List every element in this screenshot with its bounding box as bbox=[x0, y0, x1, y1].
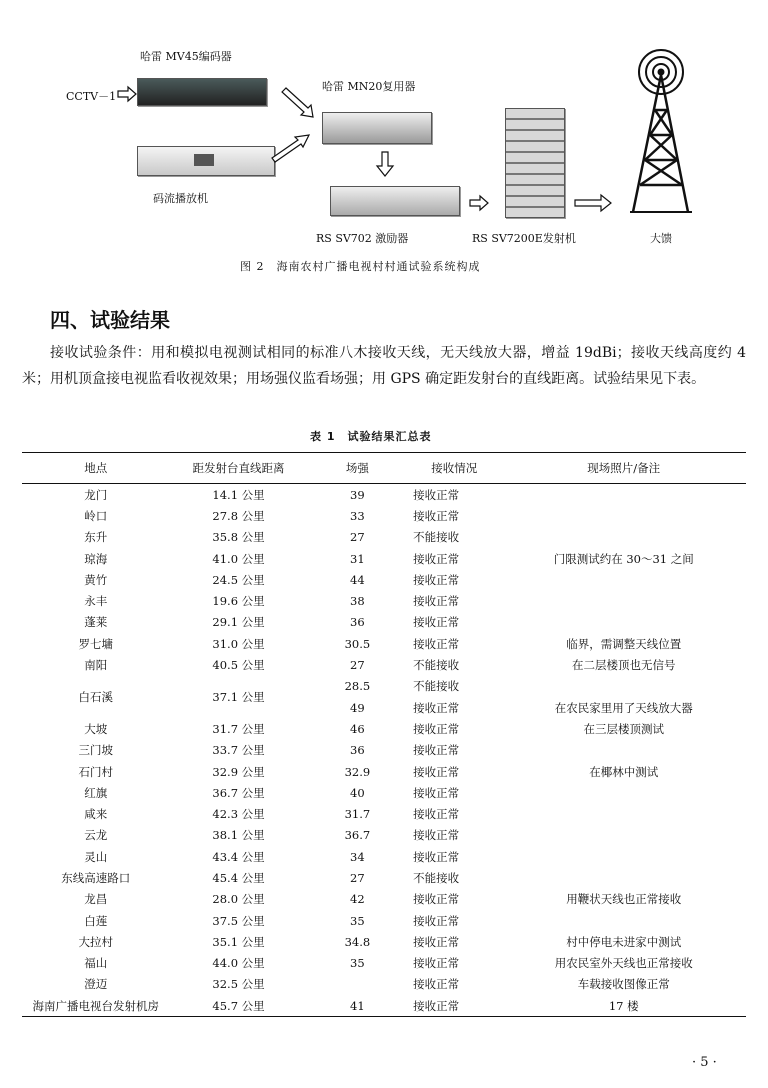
cell-location: 红旗 bbox=[84, 785, 108, 800]
table-header-row bbox=[22, 453, 746, 484]
cell-field: 27 bbox=[350, 658, 365, 673]
table-title: 表 1 试验结果汇总表 bbox=[310, 430, 432, 443]
cell-note: 临界，需调整天线位置 bbox=[566, 636, 682, 651]
table-row bbox=[22, 889, 746, 910]
cell-location: 白莲 bbox=[84, 913, 108, 928]
cell-field: 31 bbox=[350, 551, 365, 566]
cell-location: 黄竹 bbox=[84, 572, 108, 587]
cell-distance: 28.0 公里 bbox=[212, 892, 265, 907]
cell-reception: 不能接收 bbox=[413, 679, 460, 694]
cell-reception: 接收正常 bbox=[413, 508, 460, 523]
cell-location: 南阳 bbox=[84, 658, 108, 673]
diagram-arrows bbox=[0, 0, 768, 250]
header-field-strength: 场强 bbox=[345, 461, 369, 475]
broadcast-tower-icon bbox=[630, 50, 692, 212]
header-notes: 现场照片/备注 bbox=[587, 461, 661, 475]
table-row bbox=[22, 846, 746, 867]
cell-distance: 32.5 公里 bbox=[212, 977, 265, 992]
cell-reception: 不能接收 bbox=[413, 870, 460, 885]
cell-distance: 36.7 公里 bbox=[212, 785, 265, 800]
cell-reception: 接收正常 bbox=[413, 956, 460, 971]
table-row bbox=[22, 548, 746, 569]
header-reception: 接收情况 bbox=[431, 461, 478, 475]
multiplexer-label: 哈雷 MN20复用器 bbox=[322, 80, 416, 93]
cell-location: 云龙 bbox=[84, 828, 108, 843]
cell-location: 灵山 bbox=[84, 849, 108, 864]
cell-note bbox=[501, 527, 746, 548]
cell-reception: 接收正常 bbox=[413, 551, 460, 566]
table-row bbox=[22, 612, 746, 633]
cell-location: 白石溪 bbox=[78, 689, 113, 704]
cell-reception: 接收正常 bbox=[413, 934, 460, 949]
cell-reception: 接收正常 bbox=[413, 764, 460, 779]
cell-note bbox=[501, 484, 746, 506]
cell-field: 34 bbox=[350, 849, 365, 864]
cell-location: 蓬莱 bbox=[84, 615, 108, 630]
table-row bbox=[22, 867, 746, 888]
cell-field: 27 bbox=[350, 530, 365, 545]
cell-field: 27 bbox=[350, 870, 365, 885]
cell-note bbox=[501, 590, 746, 611]
section-paragraph: 接收试验条件：用和模拟电视测试相同的标准八木接收天线，无天线放大器，增益 19dBi；接收天线高度约 4 米；用机顶盒接电视监看收视效果；用场强仪监看场强；用 GPS 确定距发射台的直线距离。试验结果见下表。 bbox=[22, 345, 746, 387]
table-row bbox=[22, 569, 746, 590]
cell-field: 28.5 bbox=[344, 679, 371, 694]
cell-note: 在二层楼顶也无信号 bbox=[571, 658, 676, 673]
cell-distance: 40.5 公里 bbox=[212, 658, 265, 673]
table-row bbox=[22, 995, 746, 1017]
table-row bbox=[22, 718, 746, 739]
cell-reception: 接收正常 bbox=[413, 615, 460, 630]
header-location: 地点 bbox=[84, 461, 108, 475]
cell-field: 32.9 bbox=[344, 764, 371, 779]
cell-location: 咸来 bbox=[84, 807, 108, 822]
table-row bbox=[22, 633, 746, 654]
cell-location: 岭口 bbox=[84, 508, 108, 523]
table-row bbox=[22, 740, 746, 761]
cell-reception: 接收正常 bbox=[413, 636, 460, 651]
cell-distance: 43.4 公里 bbox=[212, 849, 265, 864]
cell-note bbox=[501, 740, 746, 761]
cell-note: 门限测试约在 30～31 之间 bbox=[553, 551, 694, 566]
cell-reception: 接收正常 bbox=[413, 828, 460, 843]
cell-distance: 31.0 公里 bbox=[212, 636, 265, 651]
cell-distance: 14.1 公里 bbox=[212, 487, 265, 502]
cell-reception: 接收正常 bbox=[413, 721, 460, 736]
cell-field: 31.7 bbox=[344, 807, 371, 822]
cell-distance: 38.1 公里 bbox=[212, 828, 265, 843]
cell-note bbox=[501, 612, 746, 633]
cell-reception: 接收正常 bbox=[413, 998, 460, 1013]
cell-note: 用鞭状天线也正常接收 bbox=[566, 892, 682, 907]
cell-distance: 29.1 公里 bbox=[212, 615, 265, 630]
cell-field: 36 bbox=[350, 615, 365, 630]
cell-distance: 24.5 公里 bbox=[212, 572, 265, 587]
arrow-exciter-transmitter-icon bbox=[470, 196, 488, 210]
table-row bbox=[22, 825, 746, 846]
cell-distance: 44.0 公里 bbox=[212, 956, 265, 971]
cell-field: 35 bbox=[350, 913, 365, 928]
cell-reception: 接收正常 bbox=[413, 785, 460, 800]
table-row bbox=[22, 527, 746, 548]
cell-location: 大坡 bbox=[84, 721, 108, 736]
cell-note bbox=[501, 846, 746, 867]
cell-location: 大拉村 bbox=[78, 934, 113, 949]
cell-note: 村中停电未进家中测试 bbox=[566, 934, 682, 949]
table-row bbox=[22, 910, 746, 931]
cell-reception: 不能接收 bbox=[413, 658, 460, 673]
cell-distance: 19.6 公里 bbox=[212, 594, 265, 609]
table-row bbox=[22, 803, 746, 824]
cell-distance: 32.9 公里 bbox=[212, 764, 265, 779]
arrow-input-icon bbox=[118, 87, 136, 101]
cell-field: 49 bbox=[350, 700, 365, 715]
table-row bbox=[22, 654, 746, 675]
exciter-label: RS SV702 激励器 bbox=[316, 232, 409, 245]
table-row bbox=[22, 676, 746, 697]
cell-reception: 接收正常 bbox=[413, 913, 460, 928]
cell-location: 澄迈 bbox=[84, 977, 108, 992]
table-row bbox=[22, 953, 746, 974]
cell-distance: 37.5 公里 bbox=[212, 913, 265, 928]
cell-field: 30.5 bbox=[344, 636, 371, 651]
cell-distance: 35.8 公里 bbox=[212, 530, 265, 545]
cell-field: 44 bbox=[350, 572, 365, 587]
cell-distance: 42.3 公里 bbox=[212, 807, 265, 822]
cell-note bbox=[501, 910, 746, 931]
cell-reception: 接收正常 bbox=[413, 487, 460, 502]
cell-distance: 31.7 公里 bbox=[212, 721, 265, 736]
cell-distance: 45.4 公里 bbox=[212, 870, 265, 885]
cell-note bbox=[501, 867, 746, 888]
cell-note bbox=[501, 825, 746, 846]
cell-note bbox=[501, 782, 746, 803]
cell-note bbox=[501, 569, 746, 590]
table-row bbox=[22, 931, 746, 952]
cell-reception: 接收正常 bbox=[413, 700, 460, 715]
cell-reception: 接收正常 bbox=[413, 977, 460, 992]
cell-location: 罗七墉 bbox=[78, 636, 113, 651]
cell-field: 39 bbox=[350, 487, 365, 502]
cell-reception: 不能接收 bbox=[413, 530, 460, 545]
cell-reception: 接收正常 bbox=[413, 743, 460, 758]
cell-note: 在农民家里用了天线放大器 bbox=[554, 700, 693, 715]
cell-note bbox=[501, 676, 746, 697]
cell-location: 永丰 bbox=[84, 594, 108, 609]
cell-field: 34.8 bbox=[344, 934, 371, 949]
table-row bbox=[22, 590, 746, 611]
header-distance: 距发射台直线距离 bbox=[192, 461, 285, 475]
transmitter-label: RS SV7200E发射机 bbox=[472, 232, 576, 245]
cell-note bbox=[501, 505, 746, 526]
cell-note bbox=[501, 803, 746, 824]
cell-location: 龙昌 bbox=[84, 892, 108, 907]
cell-note: 用农民室外天线也正常接收 bbox=[554, 956, 693, 971]
cell-reception: 接收正常 bbox=[413, 807, 460, 822]
cell-field: 46 bbox=[350, 721, 365, 736]
cell-note: 在椰林中测试 bbox=[589, 764, 659, 779]
table-row bbox=[22, 974, 746, 995]
cell-distance: 33.7 公里 bbox=[212, 743, 265, 758]
cell-field: 36 bbox=[350, 743, 365, 758]
section-title: 四、试验结果 bbox=[50, 308, 170, 332]
tower-label: 大馈 bbox=[650, 232, 672, 245]
cell-location: 东升 bbox=[84, 530, 108, 545]
cell-field: 40 bbox=[350, 785, 365, 800]
arrow-encoder-mux-icon bbox=[282, 88, 313, 117]
cell-distance: 35.1 公里 bbox=[212, 934, 265, 949]
figure-caption: 图 2 海南农村广播电视村村通试验系统构成 bbox=[240, 260, 481, 273]
table-row bbox=[22, 782, 746, 803]
cell-distance: 27.8 公里 bbox=[212, 508, 265, 523]
input-label: CCTV－1 bbox=[66, 90, 117, 103]
cell-note: 车载接收图像正常 bbox=[577, 977, 670, 992]
cell-distance: 45.7 公里 bbox=[212, 998, 265, 1013]
cell-location: 东线高速路口 bbox=[61, 870, 131, 885]
cell-location: 海南广播电视台发射机房 bbox=[32, 998, 159, 1013]
arrow-mux-exciter-icon bbox=[377, 152, 393, 176]
cell-reception: 接收正常 bbox=[413, 594, 460, 609]
cell-field: 33 bbox=[350, 508, 365, 523]
cell-location: 琼海 bbox=[84, 551, 108, 566]
cell-field: 42 bbox=[350, 892, 365, 907]
cell-field bbox=[308, 974, 407, 995]
arrow-player-mux-icon bbox=[272, 135, 309, 162]
cell-location: 福山 bbox=[84, 956, 108, 971]
table-row bbox=[22, 761, 746, 782]
cell-reception: 接收正常 bbox=[413, 572, 460, 587]
cell-reception: 接收正常 bbox=[413, 849, 460, 864]
cell-location: 三门坡 bbox=[78, 743, 113, 758]
cell-field: 38 bbox=[350, 594, 365, 609]
cell-reception: 接收正常 bbox=[413, 892, 460, 907]
cell-field: 36.7 bbox=[344, 828, 371, 843]
cell-note: 在三层楼顶测试 bbox=[583, 721, 664, 736]
table-row bbox=[22, 484, 746, 506]
cell-distance: 41.0 公里 bbox=[212, 551, 265, 566]
encoder-label: 哈雷 MV45编码器 bbox=[140, 50, 232, 63]
arrow-transmitter-tower-icon bbox=[575, 195, 611, 211]
cell-field: 35 bbox=[350, 956, 365, 971]
cell-field: 41 bbox=[350, 998, 365, 1013]
cell-location: 龙门 bbox=[84, 487, 108, 502]
cell-note: 17 楼 bbox=[608, 998, 639, 1013]
player-label: 码流播放机 bbox=[153, 192, 208, 205]
cell-location: 石门村 bbox=[78, 764, 113, 779]
results-table bbox=[22, 452, 746, 1017]
table-row bbox=[22, 505, 746, 526]
page-number: · 5 · bbox=[692, 1055, 717, 1070]
cell-distance: 37.1 公里 bbox=[212, 689, 265, 704]
